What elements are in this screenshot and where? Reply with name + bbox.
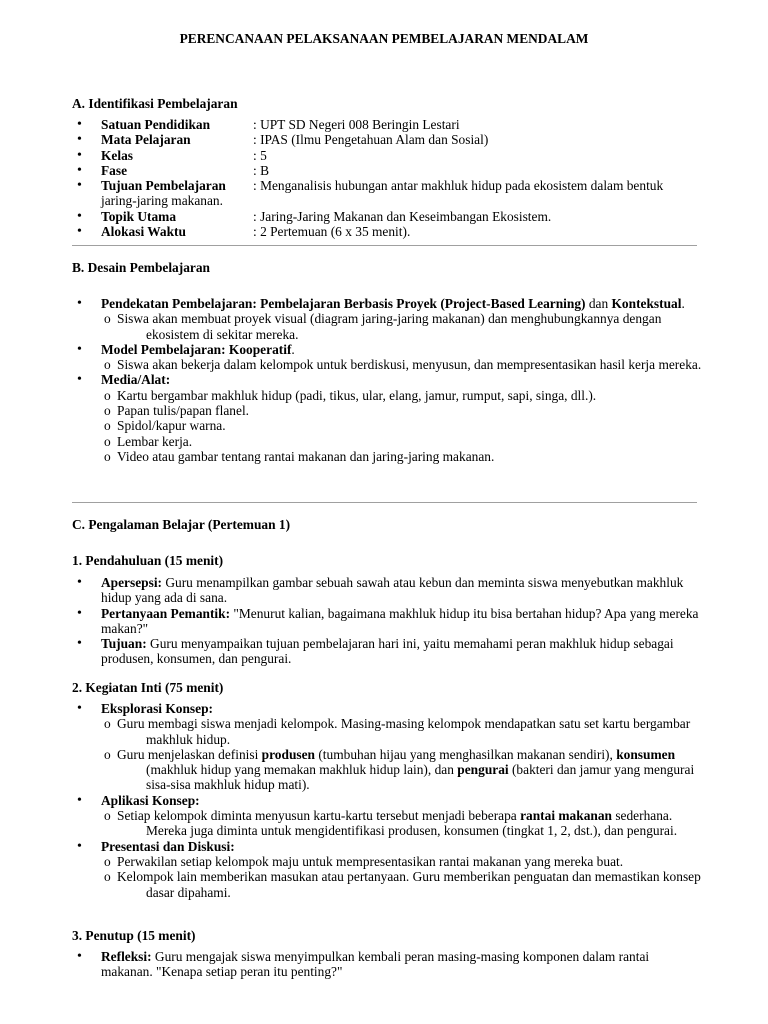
kegiatan-inti-list bbox=[72, 701, 702, 900]
penutup-list bbox=[72, 949, 702, 980]
sub-item: o Guru menjelaskan definisi produsen (tumbuhan hijau yang menghasilkan makanan sendiri), konsumen (makhluk hidup yang memakan makhluk hidup lain), dan pengurai (bakteri dan jamur yang mengurai sisa-sisa makhluk hidup mati). bbox=[101, 747, 702, 793]
list-item: • Pendekatan Pembelajaran: Pembelajaran Berbasis Proyek (Project-Based Learning) dan Kontekstual. o Siswa akan membuat proyek visual (diagram jaring-jaring makanan) dan menghubungkannya dengan ekosistem di sekitar mereka. bbox=[72, 296, 702, 342]
list-item: • Model Pembelajaran: Kooperatif. o Siswa akan bekerja dalam kelompok untuk berdiskusi, menyusun, dan mempresentasikan hasil kerja mereka. bbox=[72, 342, 702, 373]
sub-item: o Lembar kerja. bbox=[101, 434, 702, 449]
list-item: • Refleksi: Guru mengajak siswa menyimpulkan kembali peran masing-masing komponen dalam rantai makanan. "Kenapa setiap peran itu penting?" bbox=[72, 949, 702, 980]
list-item: • Satuan Pendidikan : UPT SD Negeri 008 Beringin Lestari bbox=[72, 117, 702, 132]
sub-item: o Kelompok lain memberikan masukan atau pertanyaan. Guru memberikan penguatan dan memastikan konsep dasar dipahami. bbox=[101, 869, 702, 900]
document-title: PERENCANAAN PELAKSANAAN PEMBELAJARAN MENDALAM bbox=[179, 31, 589, 46]
list-item: • Media/Alat: o Kartu bergambar makhluk hidup (padi, tikus, ular, elang, jamur, rumput, sapi, singa, dll.). o Papan tulis/papan flanel. o Spidol/kapur warna. o Lembar kerja. o Video atau gambar tentang rantai makanan dan jaring-jaring makanan. bbox=[72, 372, 702, 464]
sub-item: o Setiap kelompok diminta menyusun kartu-kartu tersebut menjadi beberapa rantai makanan sederhana. Mereka juga diminta untuk mengidentifikasi produsen, konsumen (tingkat 1, 2, dst.), dan pengurai. bbox=[101, 808, 702, 839]
sub-item: o Guru membagi siswa menjadi kelompok. Masing-masing kelompok mendapatkan satu set kartu bergambar makhluk hidup. bbox=[101, 716, 702, 747]
list-item: • Apersepsi: Guru menampilkan gambar sebuah sawah atau kebun dan meminta siswa menyebutkan makhluk hidup yang ada di sana. bbox=[72, 575, 702, 606]
section-c-heading: C. Pengalaman Belajar (Pertemuan 1) bbox=[72, 517, 291, 532]
list-item: • Pertanyaan Pemantik: "Menurut kalian, bagaimana makhluk hidup itu bisa bertahan hidup? Apa yang mereka makan?" bbox=[72, 606, 702, 637]
list-item: • Tujuan Pembelajaran : Menganalisis hubungan antar makhluk hidup pada ekosistem dalam bentuk jaring-jaring makanan. bbox=[72, 178, 702, 209]
sub-item: o Siswa akan bekerja dalam kelompok untuk berdiskusi, menyusun, dan mempresentasikan hasil kerja mereka. bbox=[101, 357, 702, 372]
pendahuluan-list bbox=[72, 575, 702, 667]
list-item: • Topik Utama : Jaring-Jaring Makanan dan Keseimbangan Ekosistem. bbox=[72, 209, 702, 224]
sub-item: o Spidol/kapur warna. bbox=[101, 418, 702, 433]
list-item: • Presentasi dan Diskusi: o Perwakilan setiap kelompok maju untuk mempresentasikan rantai makanan yang mereka buat. o Kelompok lain memberikan masukan atau pertanyaan. Guru memberikan penguatan dan memastikan konsep dasar dipahami. bbox=[72, 839, 702, 900]
section-b-heading: B. Desain Pembelajaran bbox=[72, 260, 210, 275]
sub-item: o Perwakilan setiap kelompok maju untuk mempresentasikan rantai makanan yang mereka buat. bbox=[101, 854, 702, 869]
section-a-heading: A. Identifikasi Pembelajaran bbox=[72, 96, 238, 111]
divider bbox=[72, 502, 697, 503]
list-item: • Mata Pelajaran : IPAS (Ilmu Pengetahuan Alam dan Sosial) bbox=[72, 132, 702, 147]
sub-item: o Video atau gambar tentang rantai makanan dan jaring-jaring makanan. bbox=[101, 449, 702, 464]
list-item: • Eksplorasi Konsep: o Guru membagi siswa menjadi kelompok. Masing-masing kelompok mendapatkan satu set kartu bergambar makhluk hidup. o Guru menjelaskan definisi produsen (tumbuhan hijau yang menghasilkan makanan sendiri), konsumen (makhluk hidup yang memakan makhluk hidup lain), dan pengurai (bakteri dan jamur yang mengurai sisa-sisa makhluk hidup mati). bbox=[72, 701, 702, 793]
sub-item: o Papan tulis/papan flanel. bbox=[101, 403, 702, 418]
divider bbox=[72, 245, 697, 246]
pendahuluan-heading: 1. Pendahuluan (15 menit) bbox=[72, 553, 224, 568]
list-item: • Aplikasi Konsep: o Setiap kelompok diminta menyusun kartu-kartu tersebut menjadi beberapa rantai makanan sederhana. Mereka juga diminta untuk mengidentifikasi produsen, konsumen (tingkat 1, 2, dst.), dan pengurai. bbox=[72, 793, 702, 839]
kegiatan-inti-heading: 2. Kegiatan Inti (75 menit) bbox=[72, 680, 224, 695]
list-item: • Alokasi Waktu : 2 Pertemuan (6 x 35 menit). bbox=[72, 224, 702, 239]
sub-item: o Siswa akan membuat proyek visual (diagram jaring-jaring makanan) dan menghubungkannya dengan ekosistem di sekitar mereka. bbox=[101, 311, 702, 342]
identification-list bbox=[72, 117, 702, 239]
list-item: • Tujuan: Guru menyampaikan tujuan pembelajaran hari ini, yaitu memahami peran makhluk hidup sebagai produsen, konsumen, dan pengurai. bbox=[72, 636, 702, 667]
list-item: • Kelas : 5 bbox=[72, 148, 702, 163]
list-item: • Fase : B bbox=[72, 163, 702, 178]
sub-item: o Kartu bergambar makhluk hidup (padi, tikus, ular, elang, jamur, rumput, sapi, singa, dll.). bbox=[101, 388, 702, 403]
design-list bbox=[72, 296, 702, 464]
penutup-heading: 3. Penutup (15 menit) bbox=[72, 928, 196, 943]
